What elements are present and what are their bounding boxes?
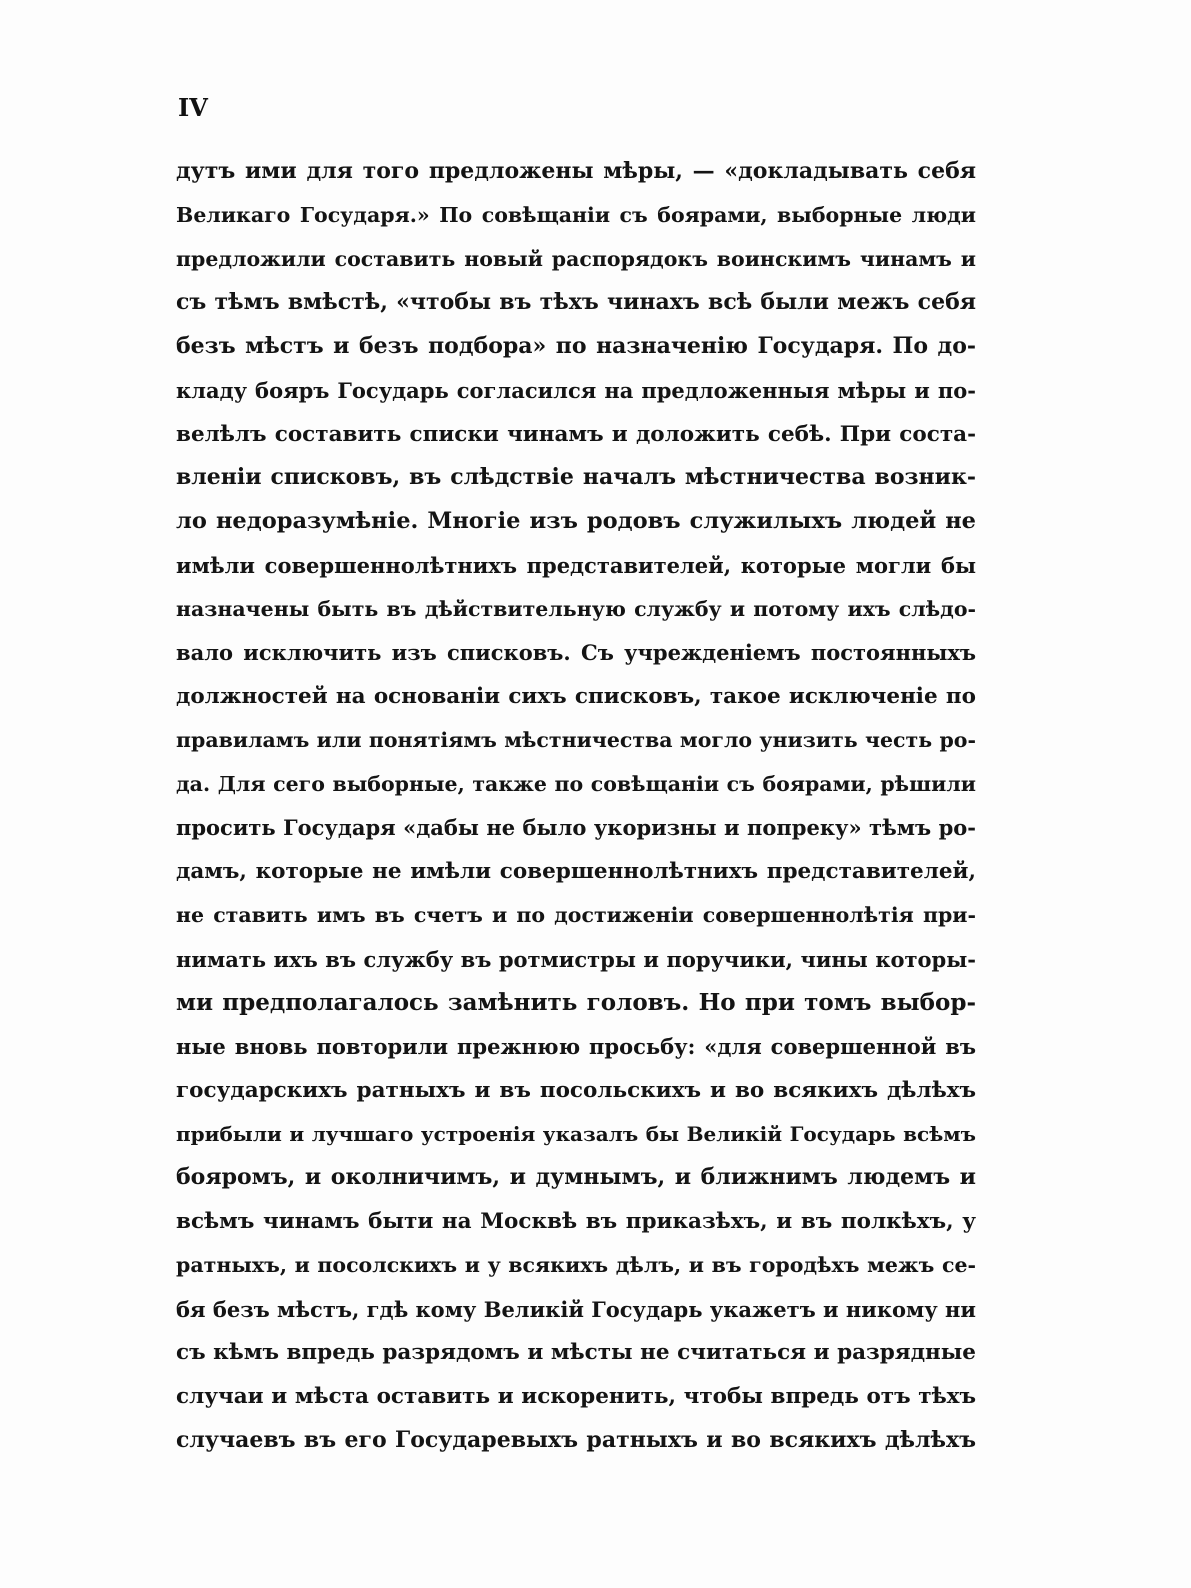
text-line: вало исключить изъ списковъ. Съ учрежденіемъ постоянныхъ — [176, 640, 976, 666]
text-line: Великаго Государя.» По совѣщаніи съ боярами, выборные люди — [176, 202, 976, 227]
text-line: дамъ, которые не имѣли совершеннолѣтнихъ представителей, — [176, 859, 976, 884]
text-line: ми предполагалось замѣнить головъ. Но при томъ выбор- — [176, 989, 976, 1017]
text-line: не ставить имъ въ счетъ и по достиженіи совершеннолѣтія при- — [176, 902, 976, 927]
text-line: назначены быть въ дѣйствительную службу и потому ихъ слѣдо- — [176, 596, 976, 621]
text-line: съ тѣмъ вмѣстѣ, «чтобы въ тѣхъ чинахъ всѣ были межъ себя — [176, 289, 976, 316]
text-line: съ кѣмъ впредь разрядомъ и мѣсты не считаться и разрядные — [176, 1340, 976, 1366]
text-line: вленіи списковъ, въ слѣдствіе началъ мѣстничества возник- — [176, 464, 976, 491]
text-line: ные вновь повторили прежнюю просьбу: «для совершенной въ — [176, 1034, 976, 1059]
text-line: дутъ ими для того предложены мѣры, — «докладывать себя — [176, 158, 976, 184]
text-line: правиламъ или понятіямъ мѣстничества могло унизить честь ро- — [176, 727, 976, 752]
text-line: да. Для сего выборные, также по совѣщаніи съ боярами, рѣшили — [176, 771, 976, 796]
text-line: предложили составить новый распорядокъ воинскимъ чинамъ и — [176, 246, 976, 271]
text-line: случаевъ въ его Государевыхъ ратныхъ и во всякихъ дѣлѣхъ — [176, 1426, 976, 1453]
text-line: бояромъ, и околничимъ, и думнымъ, и ближнимъ людемъ и — [176, 1164, 976, 1191]
text-line: случаи и мѣста оставить и искоренить, чтобы впредь отъ тѣхъ — [176, 1384, 976, 1409]
body-text — [176, 150, 976, 1463]
text-line: всѣмъ чинамъ быти на Москвѣ въ приказѣхъ, и въ полкѣхъ, у — [176, 1209, 976, 1234]
text-line: просить Государя «дабы не было укоризны и попреку» тѣмъ ро- — [176, 815, 976, 841]
text-line: велѣлъ составить списки чинамъ и доложить себѣ. При соста- — [176, 421, 976, 447]
text-line: бя безъ мѣстъ, гдѣ кому Великій Государь укажетъ и никому ни — [176, 1296, 976, 1322]
text-line: безъ мѣстъ и безъ подбора» по назначенію Государя. По до- — [176, 333, 976, 359]
text-line: нимать ихъ въ службу въ ротмистры и поручики, чины которы- — [176, 946, 976, 972]
text-line: государскихъ ратныхъ и въ посольскихъ и во всякихъ дѣлѣхъ — [176, 1077, 976, 1103]
page-number: IV — [178, 93, 208, 122]
text-line: кладу бояръ Государь согласился на предложенныя мѣры и по- — [176, 377, 976, 403]
text-line: ратныхъ, и посолскихъ и у всякихъ дѣлъ, и въ городѣхъ межъ се- — [176, 1252, 976, 1277]
text-line: прибыли и лучшаго устроенія указалъ бы Великій Государь всѣмъ — [176, 1121, 976, 1146]
text-line: ло недоразумѣніе. Многіе изъ родовъ служилыхъ людей не — [176, 508, 976, 534]
text-line: должностей на основаніи сихъ списковъ, такое исключеніе по — [176, 684, 976, 709]
text-line: имѣли совершеннолѣтнихъ представителей, которые могли бы — [176, 552, 976, 578]
